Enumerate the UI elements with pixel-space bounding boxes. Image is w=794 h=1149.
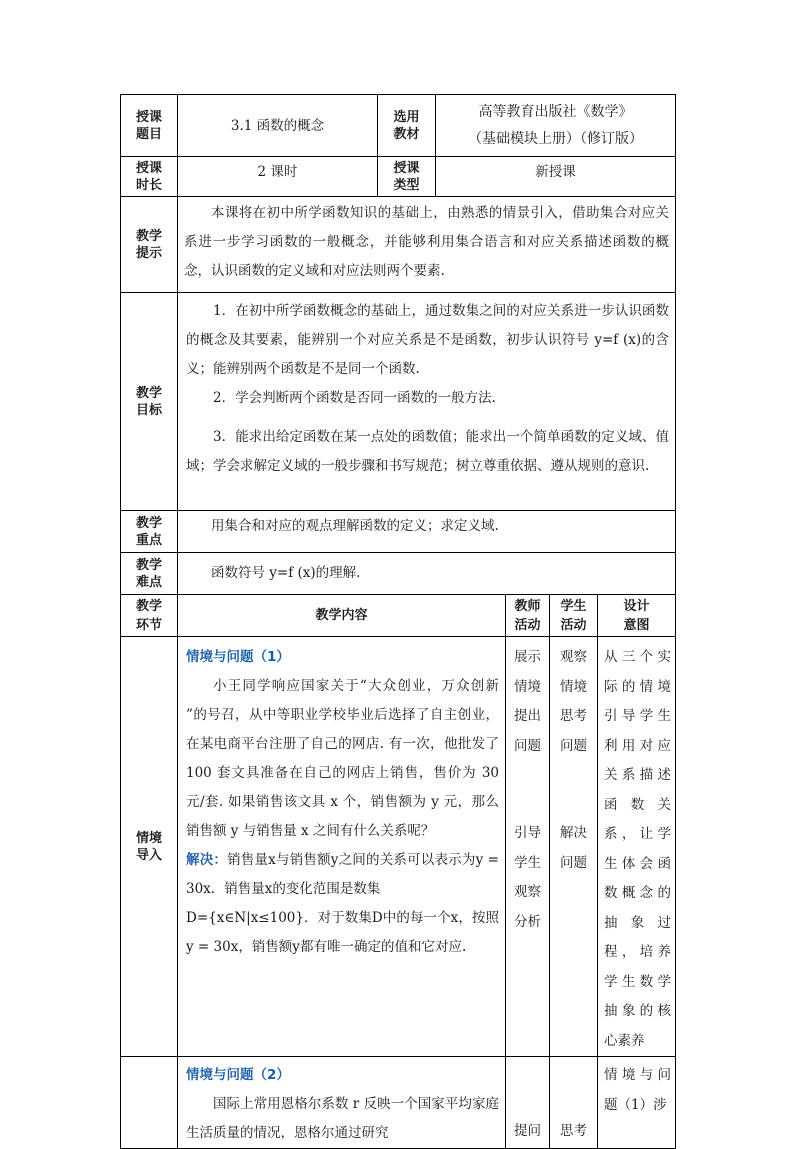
intro-content — [178, 637, 506, 1057]
q2-text: 国际上常用恩格尔系数 r 反映一个国家平均家庭生活质量的情况，恩格尔通过研究 — [186, 1096, 499, 1141]
textbook-line2: （基础模块上册）（修订版） — [468, 130, 643, 147]
row-goals — [121, 293, 676, 511]
student-activity-item: 观察 — [560, 649, 587, 665]
student-activity-item: 思考 — [560, 1123, 587, 1139]
stage-empty — [121, 1057, 178, 1149]
col-stage-header: 教学 环节 — [121, 595, 178, 637]
textbook-label: 选用 教材 — [378, 95, 436, 157]
col-student-header: 学生 活动 — [550, 595, 598, 637]
textbook-line1: 高等教育出版社《数学》 — [478, 103, 633, 120]
lesson-plan-table — [120, 94, 676, 1149]
topic-value: 3.1 函数的概念 — [178, 95, 378, 157]
goal-2: 2．学会判断两个函数是否同一函数的一般方法. — [213, 390, 496, 406]
solution-label: 解决： — [186, 852, 228, 868]
col-content-header: 教学内容 — [178, 595, 506, 637]
solution-line — [186, 846, 499, 904]
intro-teacher-activity — [506, 637, 550, 1057]
goals-label: 教学 目标 — [121, 293, 178, 511]
q1-text: 小王同学响应国家关于“大众创业，万众创新 ”的号召，从中等职业学校毕业后选择了自主创业，在某电商平台注册了自己的网店. 有一次，他批发了 100 套文具准备在自己的网店上销售，售价为 30 元/套. 如果销售该文具 x 个，销售额为 y 元，那么销售额 y 与销售量 x 之间有什么关系呢？ — [186, 678, 499, 839]
type-value: 新授课 — [436, 157, 676, 197]
teacher-activity-item: 引导 — [514, 825, 541, 841]
student-activity-item: 思考 — [560, 708, 587, 724]
teacher-activity-item: 学生 — [514, 854, 541, 871]
row-tips — [121, 197, 676, 293]
intro-design-intent: 从三个实际的情境引导学生利用对应关系描述函数关系，让学生体会函数概念的抽象过程，培养学生数学抽象的核心素养 — [598, 637, 676, 1057]
intro-content-2 — [178, 1057, 506, 1149]
goal-3: 3．能求出给定函数在某一点处的函数值；能求出一个简单函数的定义域、值域；学会求解定义域的一般步骤和书写规范；树立尊重依据、遵从规则的意识. — [186, 429, 669, 474]
teacher-activity-item: 分析 — [514, 913, 541, 930]
row-intro-continued — [121, 1057, 676, 1149]
q2-title: 情境与问题（2） — [186, 1067, 290, 1083]
tips-label: 教学 提示 — [121, 197, 178, 293]
solution-text-1: 销售量x与销售额y之间的关系可以表示为y = 30x．销售量x的变化范围是数集 — [186, 852, 499, 897]
difficulty-label: 教学 难点 — [121, 553, 178, 595]
spacer — [550, 761, 597, 819]
teacher-activity-item: 展示 — [514, 649, 541, 665]
teacher-activity-item: 提问 — [514, 1123, 541, 1139]
tips-text: 本课将在初中所学函数知识的基础上，由熟悉的情景引入，借助集合对应关系进一步学习函数的一般概念，并能够利用集合语言和对应关系描述函数的概念，认识函数的定义域和对应法则两个要素. — [178, 197, 676, 293]
row-duration — [121, 157, 676, 197]
student-activity-2 — [550, 1057, 598, 1149]
row-column-headers — [121, 595, 676, 637]
type-label: 授课 类型 — [378, 157, 436, 197]
row-intro — [121, 637, 676, 1057]
q1-title: 情境与问题（1） — [186, 649, 290, 665]
teacher-activity-item: 观察 — [514, 884, 541, 900]
teacher-activity-item: 情境 — [514, 678, 541, 695]
goals-content — [178, 293, 676, 511]
textbook-value — [436, 95, 676, 157]
key-label: 教学 重点 — [121, 511, 178, 553]
key-text: 用集合和对应的观点理解函数的定义；求定义域. — [178, 511, 676, 553]
intro-student-activity — [550, 637, 598, 1057]
student-activity-item: 解决 — [560, 825, 587, 841]
duration-value: 2 课时 — [178, 157, 378, 197]
student-activity-item: 情境 — [560, 678, 587, 695]
intro-stage-label: 情境 导入 — [121, 637, 178, 1057]
col-teacher-header: 教师 活动 — [506, 595, 550, 637]
student-activity-item: 问题 — [560, 737, 587, 754]
spacer — [506, 761, 549, 819]
teacher-activity-2 — [506, 1057, 550, 1149]
solution-text-2: D={x∈N|x≤100}．对于数集D中的每一个x，按照y = 30x，销售额y都有唯一确定的值和它对应. — [186, 910, 499, 955]
duration-label: 授课 时长 — [121, 157, 178, 197]
topic-label: 授课 题目 — [121, 95, 178, 157]
goal-1: 1．在初中所学函数概念的基础上，通过数集之间的对应关系进一步认识函数的概念及其要素，能辨别一个对应关系是不是函数，初步认识符号 y=f (x)的含义；能辨别两个函数是不是同一个函数. — [186, 303, 669, 377]
teacher-activity-item: 问题 — [514, 737, 541, 754]
col-design-header: 设计 意图 — [598, 595, 676, 637]
lesson-plan-page — [120, 94, 675, 1149]
difficulty-text: 函数符号 y=f (x)的理解. — [178, 553, 676, 595]
row-difficulty — [121, 553, 676, 595]
teacher-activity-item: 提出 — [514, 708, 541, 724]
row-key — [121, 511, 676, 553]
row-topic — [121, 95, 676, 157]
design-intent-2: 情境与问题（1）涉 — [598, 1057, 676, 1149]
student-activity-item: 问题 — [560, 854, 587, 871]
